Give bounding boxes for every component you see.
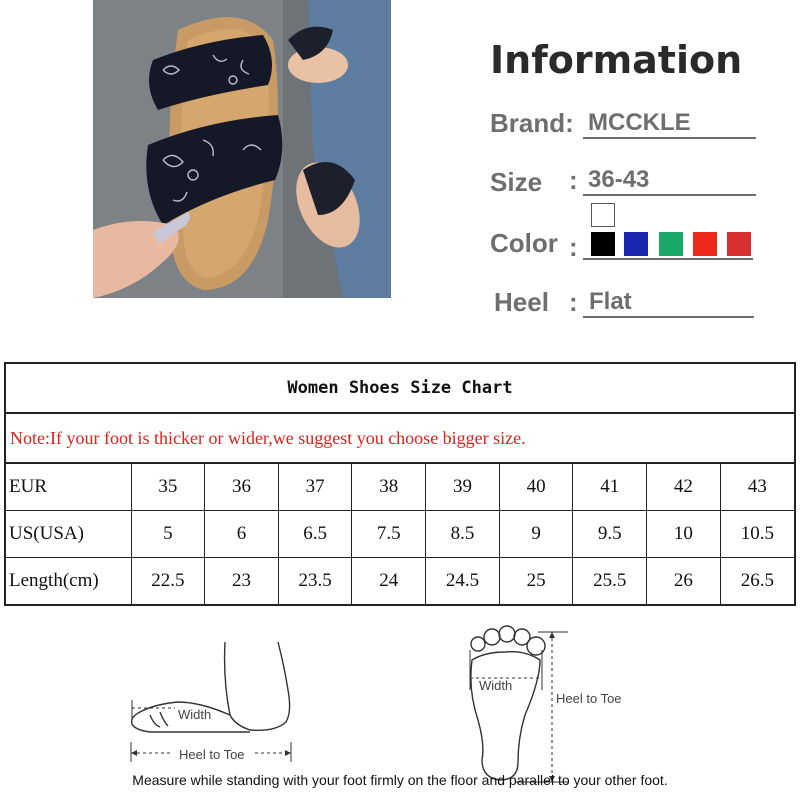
size-cell: 7.5 bbox=[352, 511, 426, 558]
sole-foot-outline bbox=[471, 626, 545, 780]
size-cell: 10.5 bbox=[720, 511, 794, 558]
size-cell: 5 bbox=[131, 511, 205, 558]
size-label: Size bbox=[490, 167, 543, 197]
size-cell: 41 bbox=[573, 464, 647, 511]
size-cell: 9 bbox=[499, 511, 573, 558]
color-swatch-5[interactable] bbox=[693, 232, 717, 256]
color-colon: : bbox=[569, 232, 578, 262]
heel-colon: : bbox=[569, 287, 578, 317]
size-row-label: US(USA) bbox=[6, 511, 131, 558]
color-swatch-6[interactable] bbox=[727, 232, 751, 256]
color-swatch-1[interactable] bbox=[591, 203, 615, 227]
size-cell: 26.5 bbox=[720, 558, 794, 605]
size-cell: 37 bbox=[278, 464, 352, 511]
color-swatch-3[interactable] bbox=[624, 232, 648, 256]
size-cell: 6.5 bbox=[278, 511, 352, 558]
size-row bbox=[6, 558, 794, 605]
size-row bbox=[6, 464, 794, 511]
size-cell: 25 bbox=[499, 558, 573, 605]
arrow-up-icon bbox=[549, 632, 555, 638]
size-cell: 26 bbox=[647, 558, 721, 605]
size-row-label: Length(cm) bbox=[6, 558, 131, 605]
size-chart-title: Women Shoes Size Chart bbox=[6, 364, 794, 414]
size-cell: 36 bbox=[205, 464, 279, 511]
size-cell: 23.5 bbox=[278, 558, 352, 605]
product-photo bbox=[93, 0, 391, 298]
measure-caption: Measure while standing with your foot firmly on the floor and parallel to your other foot. bbox=[132, 772, 668, 788]
size-colon: : bbox=[569, 165, 578, 195]
arrow-left-icon bbox=[131, 750, 137, 756]
brand-value: MCCKLE bbox=[583, 109, 756, 139]
sole-width-label: Width bbox=[479, 678, 513, 693]
size-cell: 23 bbox=[205, 558, 279, 605]
sole-heel-to-toe-label: Heel to Toe bbox=[556, 691, 622, 706]
color-swatch-4[interactable] bbox=[659, 232, 683, 256]
size-cell: 24 bbox=[352, 558, 426, 605]
side-heel-to-toe-label: Heel to Toe bbox=[179, 747, 245, 762]
brand-label: Brand: bbox=[490, 108, 574, 138]
size-row-label: EUR bbox=[6, 464, 131, 511]
size-cell: 35 bbox=[131, 464, 205, 511]
size-cell: 22.5 bbox=[131, 558, 205, 605]
sandal-illustration bbox=[93, 0, 391, 298]
arrow-right-icon bbox=[285, 750, 291, 756]
size-cell: 6 bbox=[205, 511, 279, 558]
size-chart-table bbox=[6, 464, 794, 604]
size-value: 36-43 bbox=[583, 166, 756, 196]
heel-value: Flat bbox=[583, 288, 754, 318]
size-chart bbox=[4, 362, 796, 606]
color-underline bbox=[583, 258, 753, 260]
size-cell: 25.5 bbox=[573, 558, 647, 605]
heel-label: Heel bbox=[494, 287, 549, 317]
color-label: Color bbox=[490, 228, 558, 258]
size-cell: 8.5 bbox=[426, 511, 500, 558]
size-row bbox=[6, 511, 794, 558]
size-cell: 43 bbox=[720, 464, 794, 511]
size-cell: 39 bbox=[426, 464, 500, 511]
size-chart-note: Note:If your foot is thicker or wider,we suggest you choose bigger size. bbox=[6, 414, 794, 464]
size-cell: 9.5 bbox=[573, 511, 647, 558]
size-cell: 40 bbox=[499, 464, 573, 511]
size-cell: 38 bbox=[352, 464, 426, 511]
size-cell: 24.5 bbox=[426, 558, 500, 605]
side-width-label: Width bbox=[178, 707, 212, 722]
color-swatch-2[interactable] bbox=[591, 232, 615, 256]
size-cell: 42 bbox=[647, 464, 721, 511]
size-cell: 10 bbox=[647, 511, 721, 558]
info-title: Information bbox=[490, 38, 743, 82]
